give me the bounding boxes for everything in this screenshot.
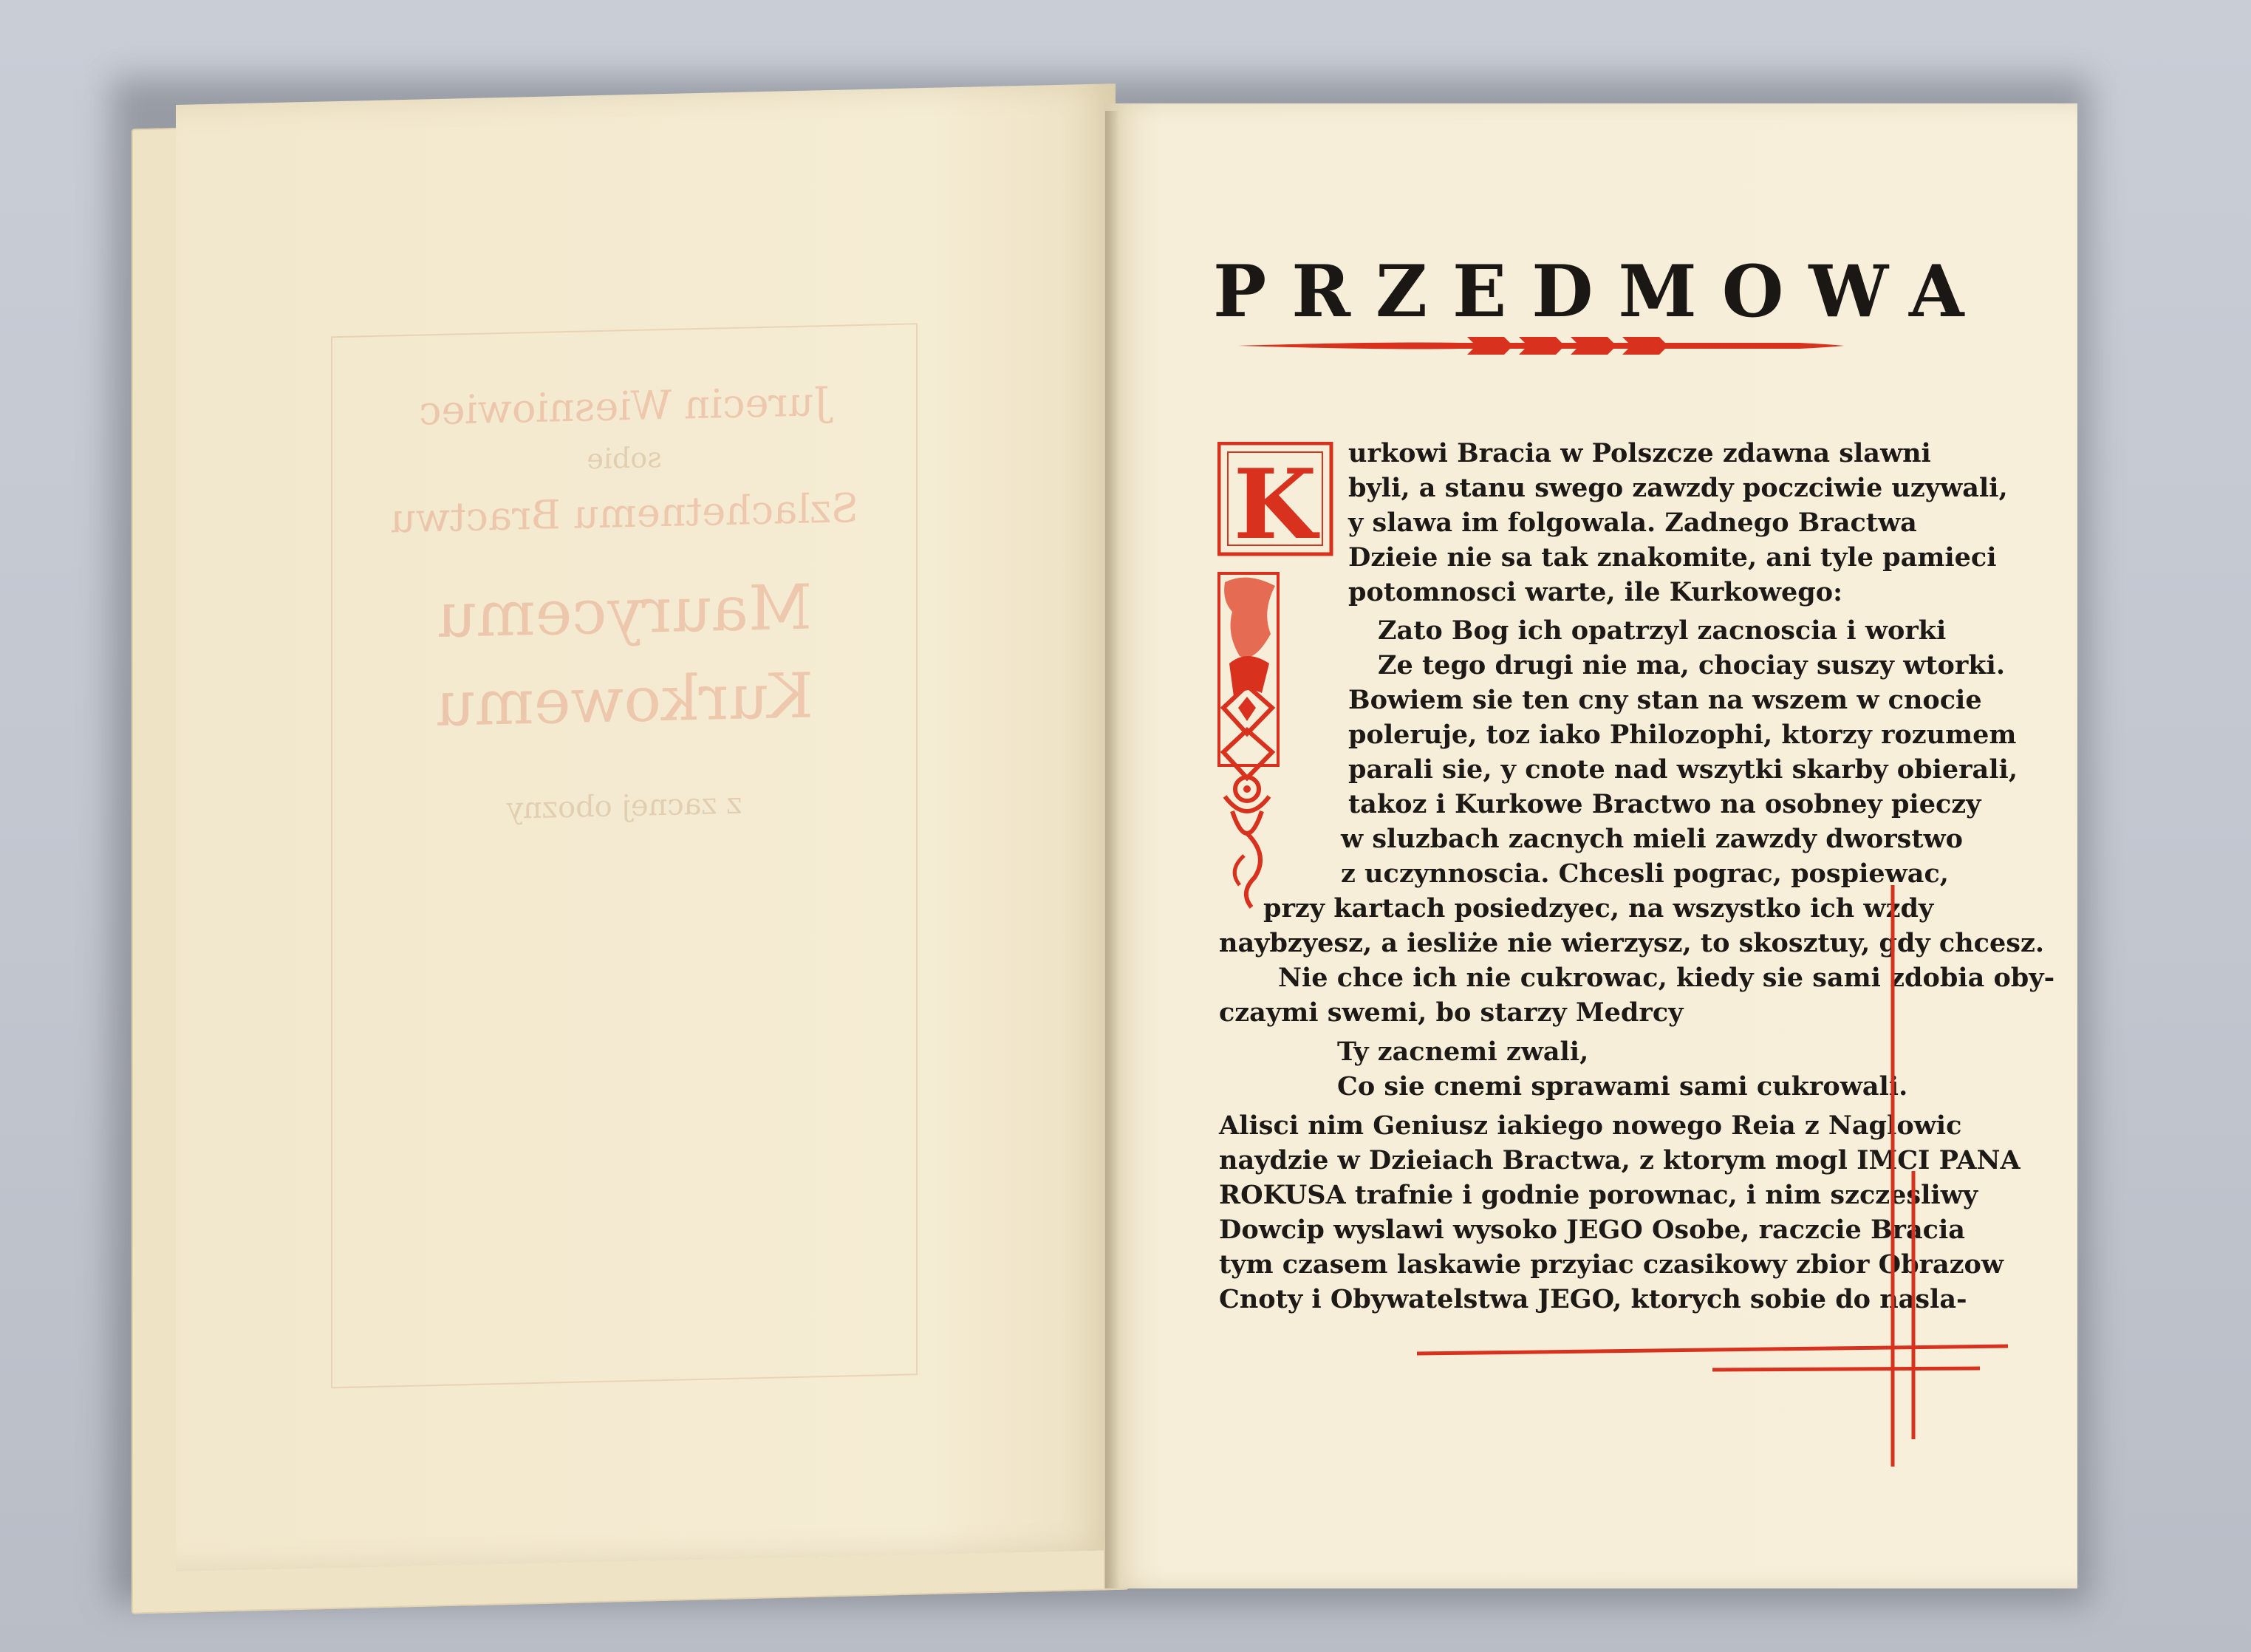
verse-line: Ze tego drugi nie ma, chociay suszy wtorki.	[1378, 650, 2006, 680]
text-line: w sluzbach zacnych mieli zawzdy dworstwo	[1341, 824, 1963, 854]
text-line: Nie chce ich nie cukrowac, kiedy sie sami zdobia oby-	[1278, 963, 2055, 993]
text-line: naybzyesz, a iesliże nie wierzysz, to skosztuy, gdy chcesz.	[1219, 928, 2045, 958]
text-line: ROKUSA trafnie i godnie porownac, i nim szczesliwy	[1219, 1180, 1978, 1210]
text-line: Dowcip wyslawi wysoko JEGO Osobe, raczcie Bracia	[1219, 1215, 1965, 1245]
text-line: potomnosci warte, ile Kurkowego:	[1348, 577, 1843, 607]
text-line: byli, a stanu swego zawzdy poczciwie uzywali,	[1348, 473, 2008, 503]
left-page	[176, 83, 1116, 1571]
ghost-line-4: Maurycemu	[436, 570, 813, 652]
text-line: y slawa im folgowala. Zadnego Bractwa	[1348, 508, 1917, 538]
verse-line: Zato Bog ich opatrzyl zacnoscia i worki	[1378, 615, 1947, 646]
page-title: PRZEDMOWA	[1213, 250, 1989, 333]
ghost-line-6: z zacnej obozny	[506, 786, 742, 826]
text-line: takoz i Kurkowe Bractwo na osobney pieczy	[1348, 789, 1981, 819]
text-line: przy kartach posiedzyec, na wszystko ich wzdy	[1263, 893, 1934, 924]
text-line: naydzie w Dzieiach Bractwa, z ktorym mogl IMCI PANA	[1219, 1145, 2021, 1175]
text-line: Bowiem sie ten cny stan na wszem w cnocie	[1348, 685, 1982, 715]
text-line: czaymi swemi, bo starzy Medrcy	[1219, 997, 1684, 1028]
text-line: Dzieie nie sa tak znakomite, ani tyle pamieci	[1348, 542, 1997, 573]
ghost-bleed-through-frame	[331, 323, 918, 1388]
ghost-line-3: Szlachetnemu Bractwu	[389, 485, 859, 542]
drop-cap-letter: K	[1233, 448, 1317, 561]
text-line: urkowi Bracia w Polszcze zdawna slawni	[1348, 438, 1931, 468]
text-line: z uczynnoscia. Chcesli pograc, pospiewac,	[1341, 859, 1949, 889]
title-ornament-rule	[1238, 331, 1844, 361]
text-line: Alisci nim Geniusz iakiego nowego Reia z Naglowic	[1219, 1110, 1962, 1141]
book-gutter	[1105, 111, 1120, 1588]
text-line: poleruje, toz iako Philozophi, ktorzy rozumem	[1348, 720, 2017, 750]
text-line: parali sie, y cnote nad wszytki skarby obierali,	[1348, 754, 2018, 785]
verse-line: Co sie cnemi sprawami sami cukrowali.	[1337, 1071, 1908, 1102]
verse-line: Ty zacnemi zwali,	[1337, 1037, 1589, 1067]
text-line: tym czasem laskawie przyiac czasikowy zbior Obrazow	[1219, 1249, 2004, 1280]
ghost-line-1: Jurecin Wiesniowiec	[419, 378, 830, 434]
ghost-line-2: sobie	[587, 441, 662, 476]
illuminated-initial	[1217, 442, 1339, 915]
ghost-line-5: Kurkowemu	[435, 659, 813, 741]
text-line: Cnoty i Obywatelstwa JEGO, ktorych sobie do nasla-	[1219, 1284, 1967, 1314]
